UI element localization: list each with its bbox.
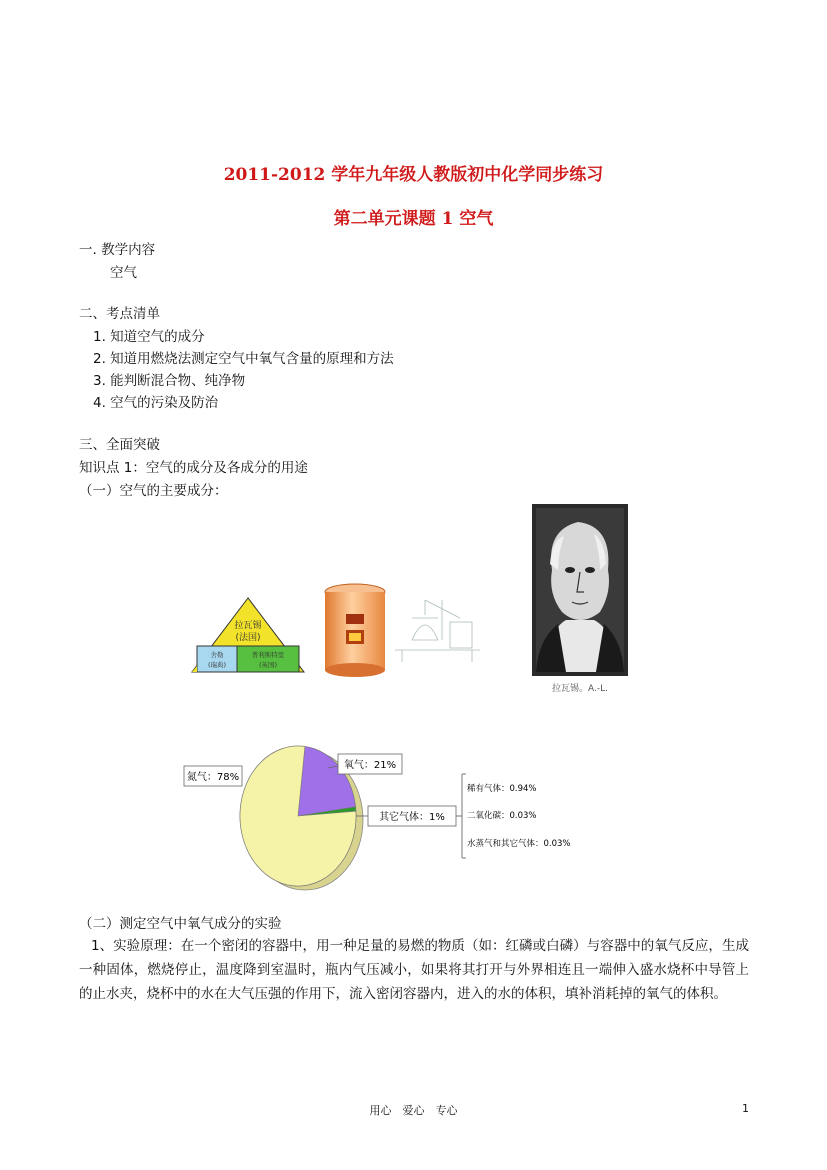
breakdown-item: 二氧化碳：0.03% bbox=[467, 811, 537, 821]
furnace-illustration bbox=[325, 584, 385, 677]
document-title: 2011-2012 学年九年级人教版初中化学同步练习 bbox=[223, 165, 604, 185]
section-1-content: 空气 bbox=[110, 265, 137, 281]
oxygen-label bbox=[328, 754, 402, 774]
other-gases-label bbox=[356, 806, 456, 826]
pyramid-left-name: 舍勒 bbox=[210, 651, 224, 659]
knowledge-point-1: 知识点 1：空气的成分及各成分的用途 bbox=[79, 460, 308, 476]
lavoisier-portrait bbox=[532, 504, 628, 694]
breakdown-item: 水蒸气和其它气体：0.03% bbox=[467, 839, 571, 849]
subsection-1-heading: （一）空气的主要成分： bbox=[79, 483, 228, 499]
breakdown-bracket bbox=[456, 774, 466, 858]
pyramid-left-country: (瑞典) bbox=[207, 661, 227, 669]
page-number: 1 bbox=[742, 1102, 749, 1115]
glassware-illustration bbox=[395, 600, 480, 662]
nitrogen-label bbox=[184, 766, 242, 786]
air-composition-chart bbox=[180, 740, 600, 910]
svg-text:氧气：21%: 氧气：21% bbox=[343, 760, 397, 771]
list-item: 1. 知道空气的成分 bbox=[93, 329, 205, 345]
list-item: 4. 空气的污染及防治 bbox=[93, 395, 219, 411]
section-3-heading: 三、全面突破 bbox=[79, 437, 160, 453]
pyramid-top-name: 拉瓦锡 bbox=[234, 621, 262, 631]
scientist-pyramid bbox=[192, 598, 304, 672]
document-subtitle: 第二单元课题 1 空气 bbox=[333, 209, 494, 229]
list-item: 2. 知道用燃烧法测定空气中氧气含量的原理和方法 bbox=[93, 351, 394, 367]
section-2-heading: 二、考点清单 bbox=[79, 306, 160, 322]
pyramid-top-country: (法国) bbox=[235, 633, 261, 643]
list-item: 3. 能判断混合物、纯净物 bbox=[93, 373, 246, 389]
svg-text:氮气：78%: 氮气：78% bbox=[186, 772, 240, 783]
breakdown-item: 稀有气体：0.94% bbox=[467, 784, 537, 794]
pyramid-right-name: 普利斯特里 bbox=[251, 651, 285, 659]
page-footer: 用心 爱心 专心 bbox=[369, 1104, 458, 1117]
experiment-principle-paragraph: 1、实验原理：在一个密闭的容器中，用一种足量的易燃的物质（如：红磷或白磷）与容器中的氧气反应，生成一种固体，燃烧停止，温度降到室温时，瓶内气压减小，如果将其打开与外界相连且一端伸入盛水烧杯中导管上的止水夹，烧杯中的水在大气压强的作用下，流入密闭容器内，进入的水的体积，填补消耗掉的氧气的体积。 bbox=[79, 938, 749, 1002]
subsection-2-heading: （二）测定空气中氧气成分的实验 bbox=[79, 916, 282, 932]
section-1-heading: 一. 教学内容 bbox=[79, 242, 156, 258]
pyramid-right-country: (英国) bbox=[258, 661, 278, 669]
history-figure bbox=[180, 500, 640, 700]
portrait-caption: 拉瓦锡。A.-L. bbox=[552, 684, 608, 694]
svg-text:其它气体：1%: 其它气体：1% bbox=[379, 812, 445, 823]
